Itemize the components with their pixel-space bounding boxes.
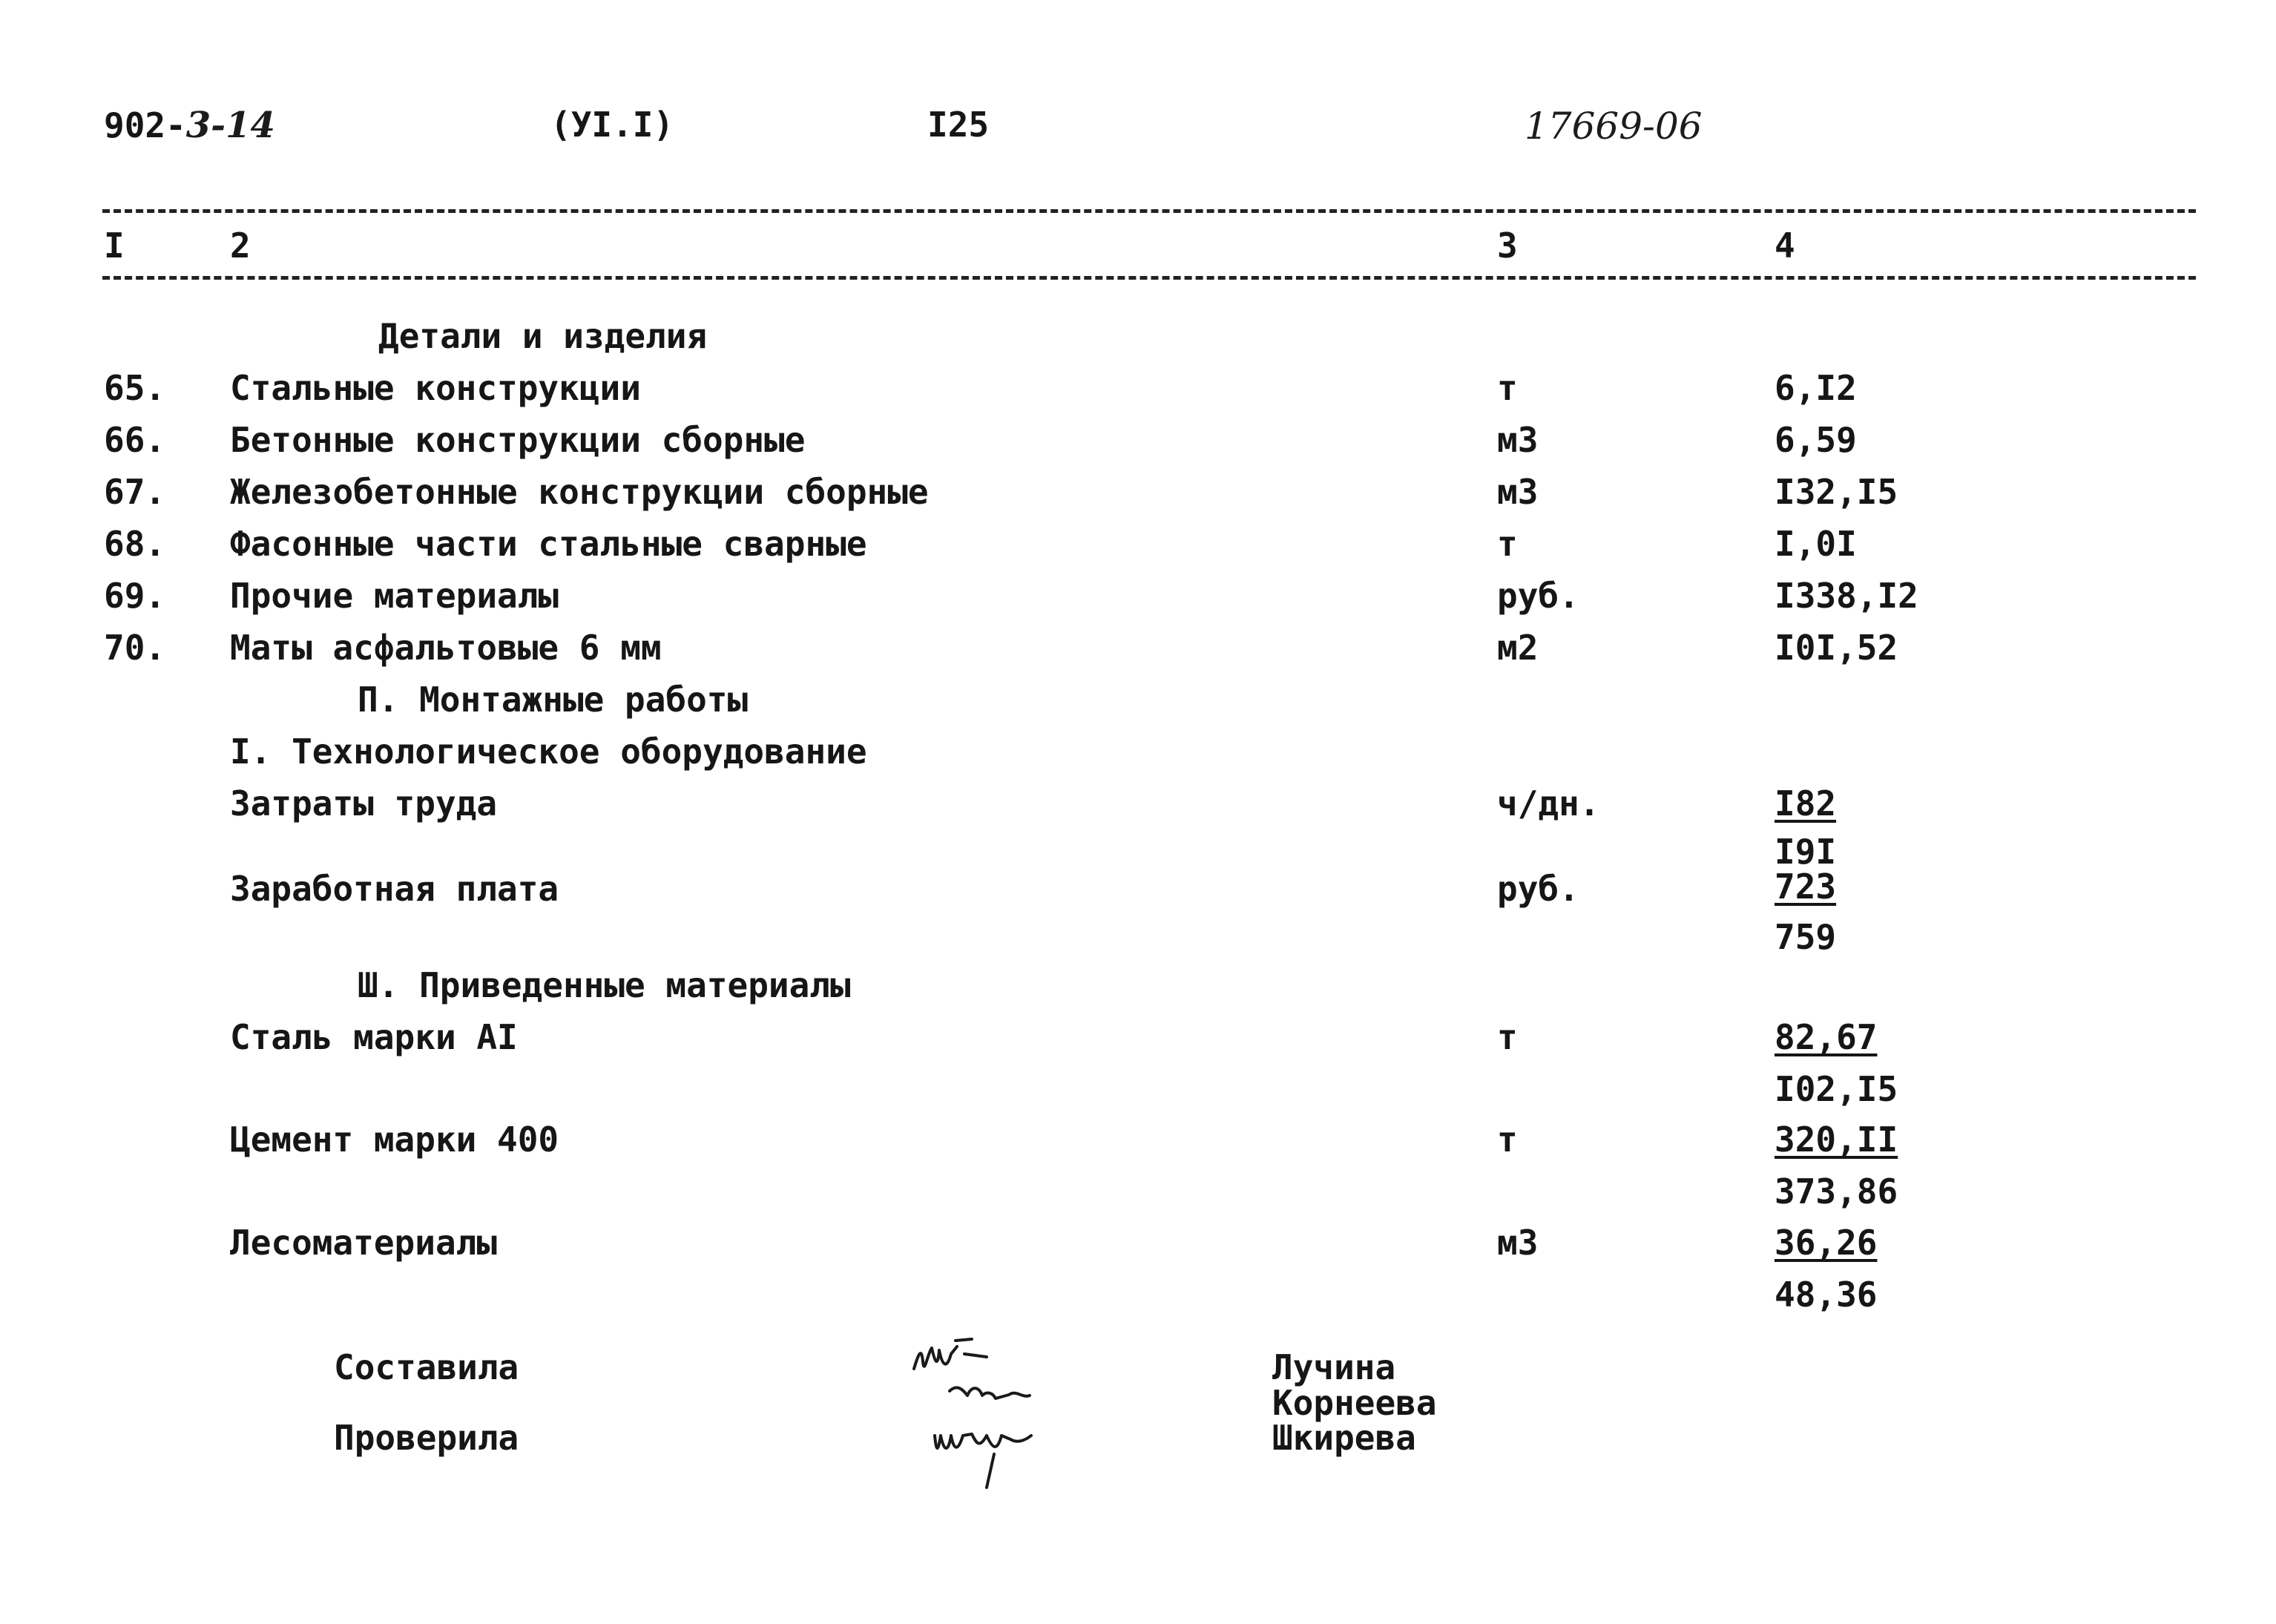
signer-name-2: Корнеева [1272,1383,1437,1423]
archive-number: 17669-06 [1525,105,1703,148]
wages-value-top: 723 [1775,867,1837,907]
section-2-title: П. Монтажные работы [358,680,749,720]
cement-value-top: 320,II [1775,1120,1898,1160]
section-heading-details: Детали и изделия [378,316,708,356]
item-value: I0I,52 [1775,628,1898,668]
column-header-3: 3 [1497,226,1518,266]
item-name: Железобетонные конструкции сборные [230,472,929,512]
doc-number: 902-3-14 [104,105,275,146]
labor-cost-value-top: I82 [1775,783,1837,823]
cement-unit: т [1497,1120,1518,1160]
item-value: I,0I [1775,524,1857,564]
item-number: 68. [104,524,166,564]
page-number: I25 [927,105,990,145]
steel-value-top: 82,67 [1775,1017,1878,1057]
item-number: 66. [104,420,166,460]
section-3-title: Ш. Приведенные материалы [358,965,851,1005]
wages-name: Заработная плата [230,869,559,909]
wages-value-bottom: 759 [1775,917,1837,957]
section-code: (УI.I) [550,105,674,145]
signer-name-1: Лучина [1272,1347,1396,1387]
checked-label: Проверила [334,1418,519,1458]
labor-cost-unit: ч/дн. [1497,783,1600,823]
cement-name: Цемент марки 400 [230,1120,559,1160]
wages-unit: руб. [1497,869,1579,909]
item-number: 65. [104,368,166,408]
column-header-1: I [104,226,125,266]
cement-value-bottom: 373,86 [1775,1171,1898,1212]
signature-stroke-2 [950,1387,1030,1398]
compiled-label: Составила [334,1347,519,1387]
item-value: I338,I2 [1775,576,1918,616]
item-number: 70. [104,628,166,668]
header-top-rule [102,209,2196,213]
timber-name: Лесоматериалы [230,1223,498,1263]
item-unit: м2 [1497,628,1539,668]
steel-value-bottom: I02,I5 [1775,1069,1898,1109]
item-unit: м3 [1497,472,1539,512]
labor-cost-name: Затраты труда [230,783,498,823]
signature-stroke-3 [935,1434,1031,1487]
item-name: Стальные конструкции [230,368,641,408]
item-name: Фасонные части стальные сварные [230,524,867,564]
item-value: 6,59 [1775,420,1857,460]
handwritten-signatures [905,1324,1157,1495]
steel-unit: т [1497,1017,1518,1057]
timber-unit: м3 [1497,1223,1539,1263]
column-header-4: 4 [1775,226,1795,266]
steel-name: Сталь марки АI [230,1017,518,1057]
item-number: 67. [104,472,166,512]
item-unit: м3 [1497,420,1539,460]
section-2-subtitle: I. Технологическое оборудование [230,732,867,772]
item-value: I32,I5 [1775,472,1898,512]
item-value: 6,I2 [1775,368,1857,408]
timber-value-bottom: 48,36 [1775,1275,1878,1315]
column-header-2: 2 [230,226,251,266]
item-name: Маты асфальтовые 6 мм [230,628,662,668]
item-name: Прочие материалы [230,576,559,616]
signature-stroke-1 [914,1339,987,1369]
item-unit: т [1497,524,1518,564]
item-unit: т [1497,368,1518,408]
signer-name-3: Шкирева [1272,1418,1416,1458]
item-unit: руб. [1497,576,1579,616]
item-number: 69. [104,576,166,616]
labor-cost-value-bottom: I9I [1775,832,1837,872]
item-name: Бетонные конструкции сборные [230,420,806,460]
timber-value-top: 36,26 [1775,1223,1878,1263]
doc-number-handwritten: 3-14 [185,105,275,146]
header-bottom-rule [102,276,2196,280]
